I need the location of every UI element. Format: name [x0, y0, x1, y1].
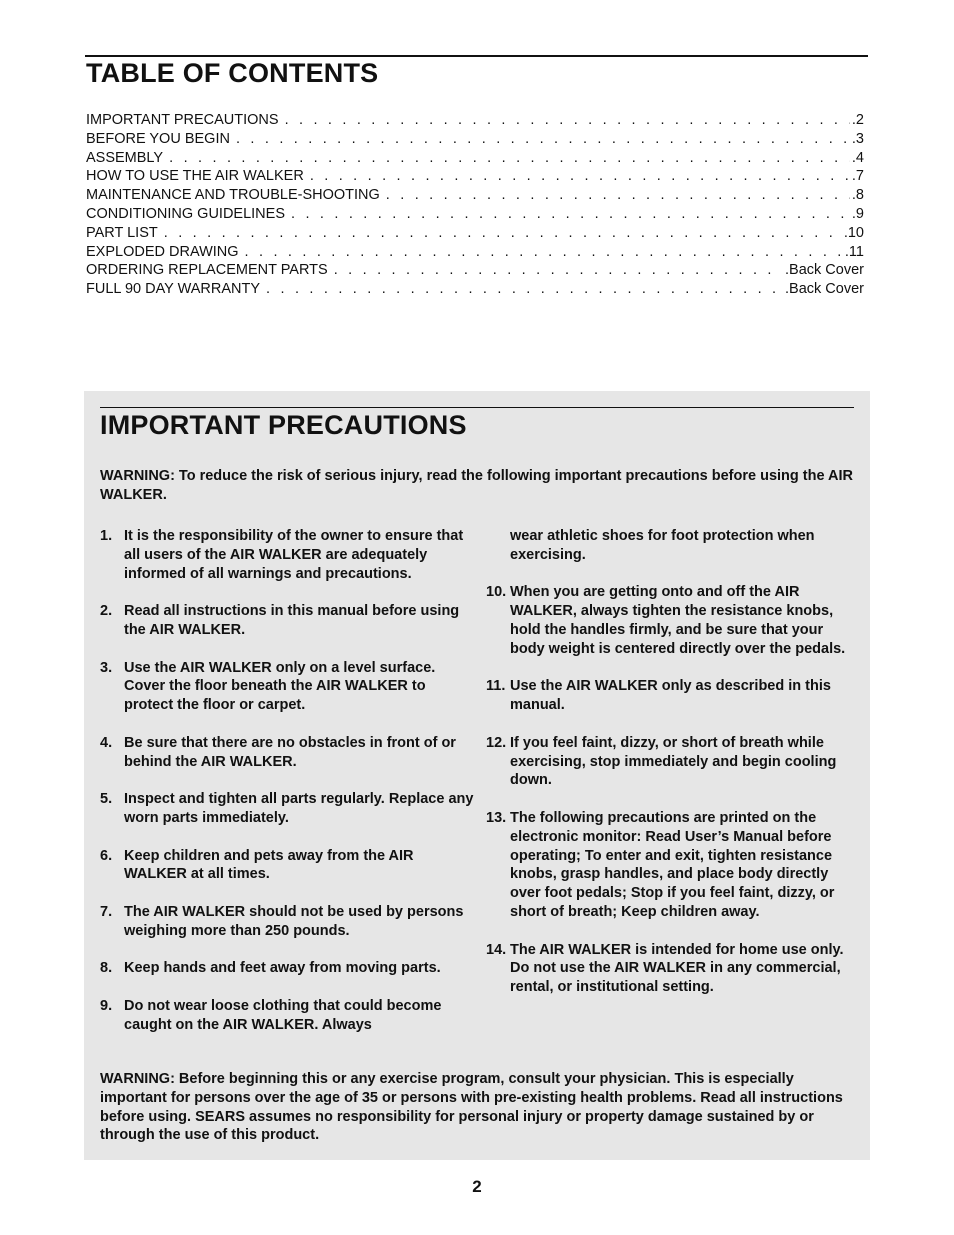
precaution-item	[100, 790, 475, 828]
precaution-item	[100, 602, 475, 640]
precaution-item	[100, 997, 475, 1035]
precaution-number: 8.	[100, 960, 113, 977]
toc-leader-dots	[285, 112, 850, 128]
toc-entry-page: .9	[851, 205, 864, 222]
precaution-number: 12.	[486, 734, 507, 751]
toc-title: TABLE OF CONTENTS	[86, 58, 379, 88]
precaution-number: 13.	[486, 809, 507, 826]
precaution-number: 1.	[100, 528, 113, 544]
precaution-number: 4.	[100, 734, 113, 751]
precaution-text: Be sure that there are no obstacles in front of or behind the AIR WALKER.	[124, 734, 456, 770]
toc-entry[interactable]	[86, 225, 864, 244]
toc-entry-label: PART LIST	[86, 224, 158, 241]
precaution-number: 5.	[100, 791, 113, 808]
page-number: 2	[472, 1177, 482, 1196]
toc-entry-label: FULL 90 DAY WARRANTY	[86, 281, 261, 298]
precaution-item	[100, 734, 475, 772]
toc-entry-page: .4	[851, 149, 864, 166]
precaution-number: 2.	[100, 603, 113, 620]
warning-physician: WARNING: Before beginning this or any exercise program, consult your physician. This is especially important for persons over the age of 35 or persons with pre-existing health problems. Read all instructions before using. SEARS assumes no responsibility for personal injury or property damage sustained by or through the use of this product.	[100, 1071, 843, 1144]
precaution-number: 10.	[486, 584, 507, 601]
precaution-number: 6.	[100, 847, 113, 864]
precaution-item	[100, 527, 475, 583]
toc-entry-page: .11	[844, 243, 864, 260]
toc-entry-page: .Back Cover	[785, 281, 864, 298]
toc-entry-label: CONDITIONING GUIDELINES	[86, 205, 285, 222]
toc-entry-label: BEFORE YOU BEGIN	[86, 130, 230, 147]
precaution-text: Read all instructions in this manual before using the AIR WALKER.	[124, 603, 460, 638]
precaution-number: 9.	[100, 997, 113, 1014]
toc-leader-dots	[310, 168, 850, 184]
toc-leader-dots	[236, 131, 850, 147]
toc-entry-page: .10	[843, 224, 864, 241]
toc-leader-dots	[334, 262, 783, 278]
precaution-text: If you feel faint, dizzy, or short of breath while exercising, stop immediately and begin cooling down.	[510, 734, 837, 789]
precaution-text: Do not wear loose clothing that could become caught on the AIR WALKER. Always	[124, 997, 442, 1033]
toc-entry-label: ASSEMBLY	[86, 149, 164, 166]
toc-entry-label: ORDERING REPLACEMENT PARTS	[86, 262, 328, 279]
precaution-item	[486, 677, 858, 715]
precautions-top-rule	[100, 407, 854, 408]
toc-entry[interactable]	[86, 168, 864, 187]
toc-entry[interactable]	[86, 244, 864, 263]
toc-entry-page: .8	[851, 187, 864, 204]
precaution-text: The AIR WALKER is intended for home use only. Do not use the AIR WALKER in any commercial, rental, or institutional setting.	[510, 941, 844, 996]
precaution-text: Use the AIR WALKER only as described in this manual.	[510, 678, 831, 714]
toc-leader-dots	[169, 150, 850, 166]
toc-entry[interactable]	[86, 262, 864, 281]
precaution-text: When you are getting onto and off the AIR WALKER, always tighten the resistance knobs, hold the handles firmly, and be sure that your body weight is centered directly over the pedals.	[510, 584, 846, 657]
precaution-text: Keep children and pets away from the AIR WALKER at all times.	[124, 847, 414, 883]
precaution-item	[100, 959, 475, 978]
toc-entry-label: EXPLODED DRAWING	[86, 243, 239, 260]
toc-leader-dots	[245, 244, 843, 260]
precaution-number: 3.	[100, 659, 113, 676]
toc-top-rule	[85, 55, 868, 57]
toc-entry[interactable]	[86, 281, 864, 300]
precaution-number: 11.	[486, 678, 506, 695]
toc-leader-dots	[291, 206, 850, 222]
precaution-text: Inspect and tighten all parts regularly. Replace any worn parts immediately.	[124, 791, 474, 826]
precaution-item	[100, 847, 475, 885]
precautions-column-left	[100, 527, 475, 1053]
toc-entry-label: HOW TO USE THE AIR WALKER	[86, 168, 304, 185]
precaution-text: Use the AIR WALKER only on a level surface. Cover the floor beneath the AIR WALKER to protect the floor or carpet.	[124, 659, 436, 714]
precaution-number: 7.	[100, 903, 113, 920]
toc-entry-page: .3	[851, 130, 864, 147]
precaution-item	[486, 809, 858, 922]
toc-entry-label: IMPORTANT PRECAUTIONS	[86, 112, 279, 128]
precaution-text: Keep hands and feet away from moving parts.	[124, 960, 441, 977]
precaution-number: 14.	[486, 941, 507, 958]
precaution-item	[486, 583, 858, 658]
toc-entry[interactable]	[86, 206, 864, 225]
toc-entry[interactable]	[86, 112, 864, 131]
toc-list	[86, 112, 864, 300]
precaution-text-continued: wear athletic shoes for foot protection when exercising.	[510, 528, 815, 563]
precautions-title: IMPORTANT PRECAUTIONS	[100, 410, 467, 440]
warning-intro: WARNING: To reduce the risk of serious injury, read the following important precautions before using the AIR WALKER.	[100, 468, 854, 503]
toc-leader-dots	[266, 281, 783, 297]
precaution-item	[100, 903, 475, 941]
toc-entry[interactable]	[86, 187, 864, 206]
toc-entry[interactable]	[86, 131, 864, 150]
precaution-item	[486, 734, 858, 790]
precautions-panel	[84, 391, 870, 1160]
precaution-text: The following precautions are printed on the electronic monitor: Read User’s Manual before operating; To enter and exit, tighten resistance knobs, grasp handles, and place body directly over foot pedals; Stop if you feel faint, dizzy, or short of breath; Keep children away.	[510, 809, 835, 920]
precaution-text: It is the responsibility of the owner to ensure that all users of the AIR WALKER are adequately informed of all warnings and precautions.	[124, 528, 464, 582]
precautions-column-right	[486, 527, 858, 1016]
toc-entry-page: .Back Cover	[785, 262, 864, 279]
toc-leader-dots	[164, 225, 842, 241]
precaution-item	[100, 659, 475, 715]
toc-entry-page: .2	[851, 112, 864, 128]
toc-entry-label: MAINTENANCE AND TROUBLE-SHOOTING	[86, 187, 380, 204]
toc-entry[interactable]	[86, 150, 864, 169]
precaution-item	[486, 941, 858, 997]
toc-entry-page: .7	[851, 168, 864, 185]
toc-leader-dots	[386, 187, 850, 203]
precaution-text: The AIR WALKER should not be used by persons weighing more than 250 pounds.	[124, 903, 464, 939]
